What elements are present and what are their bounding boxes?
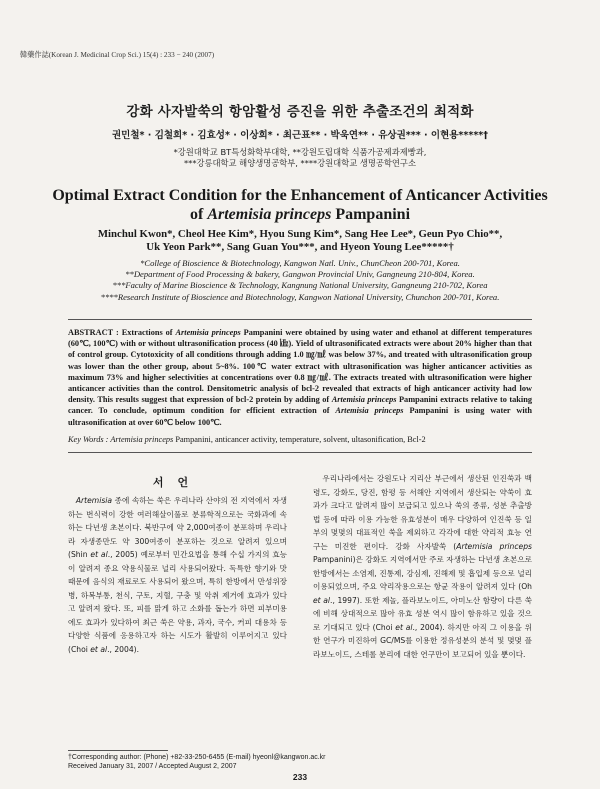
english-authors-line-2: Uk Yeon Park**, Sang Guan You***, and Hyeon Young Lee*****† (146, 241, 454, 253)
intro-paragraph-2: 우리나라에서는 강원도나 지리산 부근에서 생산된 인진쑥과 백령도, 강화도, 당진, 함평 등 서해안 지역에서 생산되는 약쑥이 효과가 크다고 알려져 많이 보급되고 있으나 쑥의 종류, 성분 추출방법 등에 따라 이용 가능한 유효성분이 매우 다양하여 인진쑥 등 일부의 몇몇의 대표적인 쑥을 제외하고 각각에 대한 약리적 효능 연구는 미진한 편이다. 강화 사자발쑥 (Artemisia princeps Pampanini)은 강화도 지역에서만 주로 자생하는 다년생 초본으로 한방에서는 소염제, 진통제, 강심제, 진해제 및 흡입제 등으로 널리 이용되었으며, 주요 약리작용으로는 항균 작용이 알려져 있다 (Oh et al., 1997). 또한 제놀, 플라보노이드, 아미노산 함량이 다른 쑥에 비해 상대적으로 많아 유효 성분 역시 많이 함유하고 있을 것으로 기대되고 있다 (Choi et al., 2004). 하지만 아직 그 이용을 위한 연구가 미진하여 GC/MS를 이용한 정유성분의 분석 및 몇몇 플라보노이드, 스테롤 분리에 대한 연구만이 보고되어 있을 뿐이다. (313, 474, 532, 659)
keywords: Key Words : Artemisia princeps Pampanini, anticancer activity, temperature, solvent, ultasonification, Bcl-2 (68, 435, 426, 444)
english-authors (0, 228, 600, 254)
keywords-label: Key Words : (68, 435, 111, 444)
abstract-bottom-rule (68, 452, 532, 453)
korean-authors: 권민철* · 김철희* · 김효성* · 이상희* · 최근표** · 박욱연** · 유상권*** · 이현용*****† (111, 130, 489, 141)
english-authors-line-1: Minchul Kwon*, Cheol Hee Kim*, Hyou Sung Kim*, Sang Hee Lee*, Geun Pyo Chio**, (97, 228, 503, 240)
korean-affiliation-1: *강원대학교 BT특성화학부대학, **강원도립대학 식품가공제과제빵과, (173, 147, 427, 157)
footnote-rule (68, 750, 168, 751)
abstract-label: ABSTRACT : (68, 328, 122, 337)
english-affiliation-3: ***Faculty of Marine Bioscience & Technology, Kangnung National University, Gangneung 210-702, Korea (112, 280, 488, 291)
abstract: ABSTRACT : Extractions of Artemisia princeps Pampanini were obtained by using water and ethanol at different temperatures (60℃, 100℃) with or without ultrasonification process (40 ㎑). Yield of ultrasonificated extracts were about 20% higher than that of control group. Cytotoxicity of all conditions through adding 1.0 ㎎/㎖ was below 37%, and treated with ultrasonification group was lower than the other group, about 5~8%. 100℃ water extract with ultrasonification was higher anticancer activities as maximum 73% and higher selectivities at concentrations over 0.8 ㎎/㎖. The extracts treated with ultrasonification were higher anticancer activities than the control. Densitometric analysis of bcl-2 revealed that extracts of high anticancer activity had low density. This results suggest that expression of bcl-2 protein by adding of Artemisia princeps Pampanini extracts relative to taking cancer. To conclude, optimum condition for efficient extraction of Artemisia princeps Pampanini is using water with ultrasonification at over 60℃ below 100℃. (68, 328, 533, 427)
english-affiliations (0, 258, 600, 303)
korean-title: 강화 사자발쑥의 항암활성 증진을 위한 추출조건의 최적화 (126, 104, 474, 120)
english-affiliation-1: *College of Bioscience & Biotechnology, Kangwon Natl. Univ., ChunCheon 200-701, Korea. (140, 258, 460, 268)
english-affiliation-2: **Department of Food Processing & bakery, Gangwon Provincial Univ, Gangneung 210-804, Korea. (125, 269, 475, 280)
body-column-right (313, 472, 532, 661)
footnote-corresponding-author: †Corresponding author: (Phone) +82-33-250-6455 (E-mail) hyeonl@kangwon.ac.kr (68, 754, 326, 761)
body-column-left (68, 494, 287, 656)
english-title-line-2: of Artemisia princeps Pampanini (189, 206, 411, 223)
english-title (0, 186, 600, 224)
korean-affiliation-2: ***강릉대학교 해양생명공학부, ****강원대학교 생명공학연구소 (184, 158, 416, 168)
intro-paragraph-1: Artemisia 종에 속하는 쑥은 우리나라 산야의 전 지역에서 자생하는 번식력이 강한 여러해살이풀로 분류학적으로는 국화과에 속하는 다년생 초본이다. 북반구에 약 2,000여종이 분포하며 우리나라 자생종만도 약 300여종이 분포하는 것으로 알려져 있으며 (Shin et al., 2005) 예로부터 민간요법을 통해 수십 가지의 효능이 알려져 종요 약용식물로 널리 사용되어왔다. 독특한 향기와 맛 때문에 음식의 재료로도 사용되어 왔으며, 특히 한방에서 만성위장병, 하복부통, 천식, 구토, 지혈, 구충 및 악취 제거에 효과가 있다고 알려져 왔다. 또, 피를 맑게 하고 소화를 돕는가 하면 피부미용에도 효과가 있다하여 최근 쑥은 약용, 과자, 국수, 커피 대용차 등 다양한 식품에 응용하고자 하는 시도가 활발히 이루어지고 있다 (Choi et al., 2004). (68, 496, 287, 654)
english-title-line-1: Optimal Extract Condition for the Enhancement of Anticancer Activities (52, 187, 548, 204)
english-affiliation-4: ****Research Institute of Bioscience and Biotechnology, Kangwon National University, Chunchon 200-701, Korea. (100, 291, 500, 302)
section-heading-introduction: 서언 (152, 476, 203, 489)
abstract-top-rule (68, 319, 532, 320)
footnote-received: Received January 31, 2007 / Accepted August 2, 2007 (68, 763, 237, 770)
species-name: Artemisia princeps (207, 206, 332, 223)
journal-header: 韓藥作誌(Korean J. Medicinal Crop Sci.) 15(4) : 233 − 240 (2007) (20, 51, 215, 59)
page-number: 233 (292, 772, 308, 782)
